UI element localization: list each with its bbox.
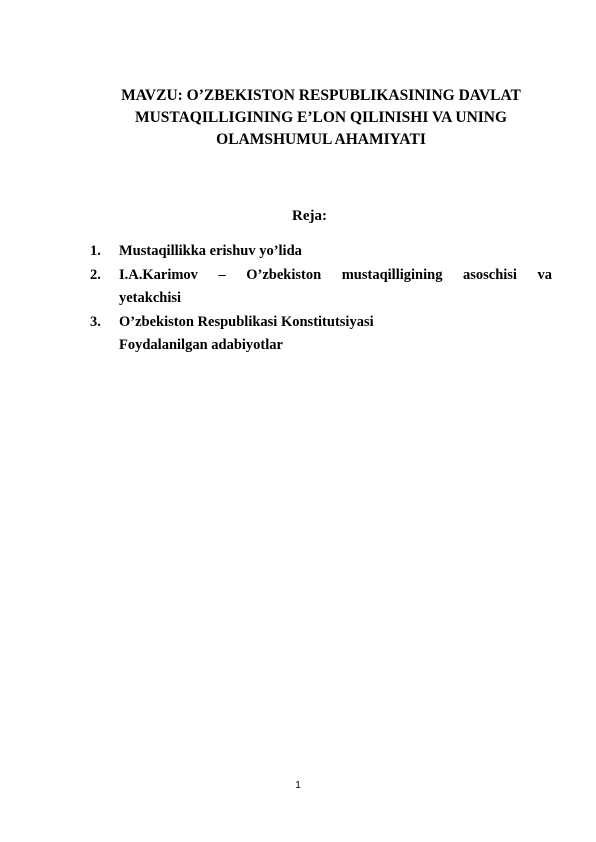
plan-item-text	[119, 264, 552, 311]
title-line-3: OLAMSHUMUL AHAMIYATI	[216, 131, 426, 148]
plan-item-2	[90, 264, 552, 311]
plan-item-3	[90, 311, 552, 335]
plan-item-references	[90, 334, 552, 358]
document-title	[90, 85, 552, 151]
plan-item-text: Mustaqillikka erishuv yo’lida	[119, 243, 302, 259]
plan-item-number: 3.	[90, 313, 101, 330]
title-line-1: MAVZU: O’ZBEKISTON RESPUBLIKASINING DAVLAT	[121, 87, 521, 104]
plan-item-text-line-2: yetakchisi	[119, 290, 182, 306]
title-line-2: MUSTAQILLIGINING E’LON QILINISHI VA UNING	[134, 109, 508, 126]
plan-item-text-line-1: I.A.Karimov – O’zbekiston mustaqilligining asoschisi va	[119, 266, 552, 283]
plan-item-text: O’zbekiston Respublikasi Konstitutsiyasi	[119, 313, 374, 330]
plan-item-text: Foydalanilgan adabiyotlar	[119, 337, 283, 353]
plan-heading: Reja:	[292, 208, 327, 224]
plan-item-number: 2.	[90, 266, 101, 283]
plan-list	[90, 240, 552, 358]
plan-item-number: 1.	[90, 243, 101, 259]
plan-item-1	[90, 240, 552, 264]
page-number: 1	[295, 780, 301, 791]
